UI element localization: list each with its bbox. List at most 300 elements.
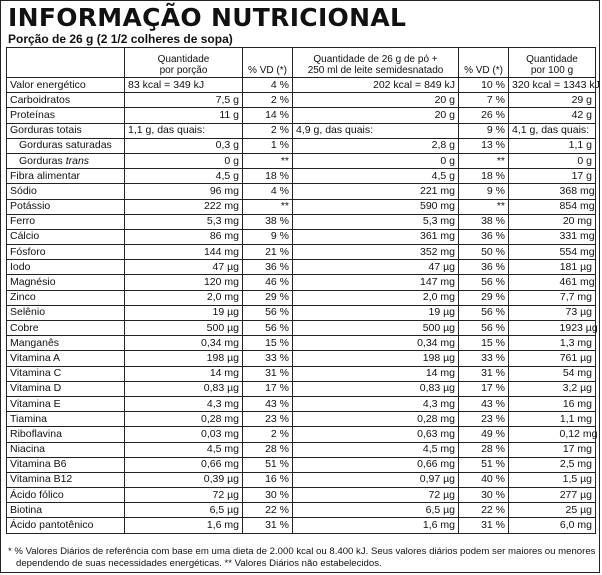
vd-milk: 50 % [459,245,509,260]
per100-value-right: 20 mg [557,214,596,229]
header-per-100g [509,48,596,78]
milk-value-right: 4,5 mg [367,442,459,457]
vd-milk: 28 % [459,442,509,457]
milk-value-right: 6,5 µg [367,503,459,518]
per100-value-right: 1,1 mg [557,412,596,427]
per100-value-right: 42 g [557,108,596,123]
table-row [7,321,596,336]
milk-value-left [293,381,367,396]
per100-value-left [509,457,557,472]
vd-portion: ** [243,153,293,168]
milk-value-left [293,214,367,229]
milk-value-right: 20 g [367,93,459,108]
portion-value-right: 47 µg [179,260,243,275]
table-row [7,442,596,457]
milk-value-left [293,275,367,290]
per100-value-right: 17 g [557,169,596,184]
vd-portion: 33 % [243,351,293,366]
portion-value-right: 6,5 µg [179,503,243,518]
milk-value-left [293,199,367,214]
table-row [7,305,596,320]
portion-value-right: 144 mg [179,245,243,260]
header-vd-1-label: % VD (*) [248,65,287,76]
portion-value-right: 222 mg [179,199,243,214]
milk-value-right: 0,28 mg [367,412,459,427]
nutrient-name: Iodo [7,260,125,275]
portion-value-right: 11 g [179,108,243,123]
vd-milk: 10 % [459,78,509,93]
portion-value-left [125,184,179,199]
footnote-line-1: * % Valores Diários de referência com base em uma dieta de 2.000 kcal ou 8.400 kJ. Seus valores diários podem ser maiores ou menores [8,546,596,557]
milk-value-left [293,321,367,336]
portion-value-left [125,93,179,108]
header-portion [125,48,243,78]
portion-value-left [125,503,179,518]
vd-milk: 9 % [459,123,509,138]
milk-value-right: 198 µg [367,351,459,366]
table-row [7,199,596,214]
vd-portion: 15 % [243,336,293,351]
portion-value-right: 72 µg [179,488,243,503]
per100-value-left [509,351,557,366]
vd-portion: 56 % [243,305,293,320]
nutrient-name: Ferro [7,214,125,229]
milk-value-left [293,503,367,518]
milk-value-right: 4,5 g [367,169,459,184]
per100-value-left [509,108,557,123]
table-row [7,260,596,275]
nutrient-name: Niacina [7,442,125,457]
vd-milk: ** [459,199,509,214]
portion-value-right: 0,03 mg [179,427,243,442]
milk-value-left [293,518,367,533]
vd-milk: 13 % [459,138,509,153]
vd-portion: 46 % [243,275,293,290]
milk-value-left [293,153,367,168]
vd-milk: 7 % [459,93,509,108]
per100-value-left [509,229,557,244]
portion-value-right: 5,3 mg [179,214,243,229]
portion-value-right: 2,0 mg [179,290,243,305]
portion-value-right: 1,6 mg [179,518,243,533]
vd-portion: 4 % [243,78,293,93]
vd-portion: 22 % [243,503,293,518]
vd-milk: 15 % [459,336,509,351]
per100-value-left [509,472,557,487]
milk-value-left [293,78,367,93]
footnote [8,546,596,570]
per100-value-right: 16 mg [557,396,596,411]
per100-value-left: 320 kcal = 1343 kJ [509,78,557,93]
per100-value-right: 7,7 mg [557,290,596,305]
nutrient-name: Valor energético [7,78,125,93]
per100-value-left [509,260,557,275]
per100-value-left [509,245,557,260]
portion-value-left [125,336,179,351]
portion-value-right: 120 mg [179,275,243,290]
per100-value-right: 461 mg [557,275,596,290]
portion-value-left [125,518,179,533]
nutrient-name: Cobre [7,321,125,336]
milk-value-left [293,488,367,503]
milk-value-left [293,366,367,381]
per100-value-left [509,427,557,442]
portion-value-left [125,290,179,305]
portion-value-left: 1,1 g, das quais: [125,123,179,138]
vd-milk: 56 % [459,275,509,290]
per100-value-right: 1923 µg [557,321,596,336]
portion-value-left: 83 kcal = 349 kJ [125,78,179,93]
portion-value-right: 198 µg [179,351,243,366]
milk-value-right: 221 mg [367,184,459,199]
header-portion-label: Quantidade por porção [157,54,210,76]
vd-portion: 31 % [243,366,293,381]
milk-value-right: 0,83 µg [367,381,459,396]
nutrient-name: Sódio [7,184,125,199]
nutrient-name: Proteínas [7,108,125,123]
portion-value-right: 0,66 mg [179,457,243,472]
table-row [7,488,596,503]
portion-value-left [125,472,179,487]
nutrient-name: Vitamina E [7,396,125,411]
vd-milk: 9 % [459,184,509,199]
milk-value-left [293,472,367,487]
table-row [7,351,596,366]
per100-value-left [509,153,557,168]
table-row [7,93,596,108]
header-milk [293,48,459,78]
per100-value-right: 1,5 µg [557,472,596,487]
milk-value-left [293,290,367,305]
table-row [7,457,596,472]
nutrient-name: Magnésio [7,275,125,290]
per100-value-right: 1,1 g [557,138,596,153]
portion-value-left [125,366,179,381]
milk-value-left [293,305,367,320]
milk-value-right: 0 g [367,153,459,168]
nutrient-name: Tiamina [7,412,125,427]
per100-value-right: 0 g [557,153,596,168]
table-row [7,336,596,351]
portion-value-right: 0,34 mg [179,336,243,351]
vd-portion: 18 % [243,169,293,184]
per100-value-left [509,138,557,153]
vd-portion: 4 % [243,184,293,199]
vd-milk: 31 % [459,366,509,381]
table-row [7,78,596,93]
table-row [7,229,596,244]
nutrient-name: Riboflavina [7,427,125,442]
per100-value-right: 761 µg [557,351,596,366]
nutrient-name: Vitamina C [7,366,125,381]
milk-value-right: 20 g [367,108,459,123]
table-row [7,214,596,229]
vd-milk: 22 % [459,503,509,518]
vd-milk: 23 % [459,412,509,427]
portion-value-left [125,199,179,214]
per100-value-right: 73 µg [557,305,596,320]
milk-value-right: 500 µg [367,321,459,336]
per100-value-left [509,396,557,411]
portion-value-right: 500 µg [179,321,243,336]
milk-value-right: 0,97 µg [367,472,459,487]
vd-milk: 36 % [459,229,509,244]
vd-milk: 18 % [459,169,509,184]
vd-milk: 38 % [459,214,509,229]
milk-value-right: 202 kcal = 849 kJ [367,78,459,93]
vd-milk: 36 % [459,260,509,275]
header-vd-1 [243,48,293,78]
table-row [7,153,596,168]
vd-portion: 2 % [243,93,293,108]
nutrient-name: Gorduras saturadas [7,138,125,153]
per100-value-left [509,488,557,503]
vd-milk: 17 % [459,381,509,396]
per100-value-left [509,366,557,381]
per100-value-left [509,442,557,457]
per100-value-left [509,518,557,533]
milk-value-right: 352 mg [367,245,459,260]
portion-value-right: 4,3 mg [179,396,243,411]
vd-milk: 33 % [459,351,509,366]
per100-value-left [509,184,557,199]
nutrient-name: Potássio [7,199,125,214]
milk-value-right [367,123,459,138]
portion-value-right: 0,83 µg [179,381,243,396]
nutrient-name: Vitamina B12 [7,472,125,487]
milk-value-left [293,442,367,457]
milk-value-left [293,396,367,411]
per100-value-right: 331 mg [557,229,596,244]
vd-portion: 2 % [243,123,293,138]
per100-value-left [509,412,557,427]
vd-milk: 29 % [459,290,509,305]
per100-value-right: 6,0 mg [557,518,596,533]
nutrient-name: Fósforo [7,245,125,260]
vd-portion: 30 % [243,488,293,503]
header-milk-label: Quantidade de 26 g de pó + 250 ml de leite semidesnatado [307,54,444,76]
portion-value-right: 4,5 mg [179,442,243,457]
vd-portion: 1 % [243,138,293,153]
portion-value-left [125,169,179,184]
table-row [7,169,596,184]
milk-value-right: 72 µg [367,488,459,503]
vd-milk: 56 % [459,321,509,336]
nutrient-name: Vitamina B6 [7,457,125,472]
table-row [7,245,596,260]
per100-value-left [509,199,557,214]
per100-value-right: 17 mg [557,442,596,457]
portion-value-left [125,427,179,442]
header-vd-2 [459,48,509,78]
header-nutrient [7,48,125,78]
vd-portion: 36 % [243,260,293,275]
portion-value-left [125,457,179,472]
per100-value-right: 368 mg [557,184,596,199]
milk-value-left [293,229,367,244]
vd-portion: 14 % [243,108,293,123]
milk-value-left [293,260,367,275]
milk-value-left [293,427,367,442]
table-row [7,366,596,381]
milk-value-right: 47 µg [367,260,459,275]
vd-portion: 23 % [243,412,293,427]
portion-value-right: 0,3 g [179,138,243,153]
milk-value-left [293,245,367,260]
portion-value-left [125,260,179,275]
nutrient-name: Ácido fólico [7,488,125,503]
portion-value-right: 19 µg [179,305,243,320]
milk-value-right: 1,6 mg [367,518,459,533]
portion-value-right: 7,5 g [179,93,243,108]
vd-portion: 51 % [243,457,293,472]
milk-value-right: 0,34 mg [367,336,459,351]
portion-value-left [125,305,179,320]
vd-milk: 49 % [459,427,509,442]
table-row [7,123,596,138]
nutrient-name: Gorduras totais [7,123,125,138]
vd-portion: 21 % [243,245,293,260]
per100-value-right: 854 mg [557,199,596,214]
vd-milk: 26 % [459,108,509,123]
table-row [7,396,596,411]
vd-milk: 43 % [459,396,509,411]
milk-value-right: 590 mg [367,199,459,214]
per100-value-left [509,275,557,290]
nutrient-name: Vitamina A [7,351,125,366]
vd-portion: 17 % [243,381,293,396]
table-row [7,138,596,153]
table-row [7,108,596,123]
portion-value-left [125,321,179,336]
portion-value-right: 0 g [179,153,243,168]
per100-value-right: 54 mg [557,366,596,381]
portion-value-left [125,412,179,427]
vd-portion: 28 % [243,442,293,457]
per100-value-left [509,381,557,396]
portion-value-right: 0,39 µg [179,472,243,487]
milk-value-right: 147 mg [367,275,459,290]
portion-value-right: 96 mg [179,184,243,199]
milk-value-left [293,457,367,472]
table-row [7,472,596,487]
portion-value-left [125,229,179,244]
per100-value-left [509,290,557,305]
milk-value-right: 361 mg [367,229,459,244]
milk-value-left: 4,9 g, das quais: [293,123,367,138]
nutrient-name: Zinco [7,290,125,305]
per100-value-left [509,169,557,184]
vd-portion: ** [243,199,293,214]
table-row [7,427,596,442]
per100-value-right: 29 g [557,93,596,108]
milk-value-left [293,412,367,427]
nutrient-name: Carboidratos [7,93,125,108]
portion-value-left [125,214,179,229]
table-row [7,518,596,533]
table-header-row [7,48,596,78]
table-row [7,503,596,518]
portion-value-left [125,488,179,503]
milk-value-left [293,93,367,108]
nutrient-name: Ácido pantotênico [7,518,125,533]
vd-portion: 43 % [243,396,293,411]
portion-value-right: 4,5 g [179,169,243,184]
table-row [7,184,596,199]
milk-value-left [293,336,367,351]
portion-value-left [125,138,179,153]
nutrient-name: Biotina [7,503,125,518]
milk-value-right: 0,66 mg [367,457,459,472]
trans-italic: trans [65,154,90,167]
table-row [7,275,596,290]
per100-value-left [509,93,557,108]
milk-value-left [293,108,367,123]
vd-milk: 31 % [459,518,509,533]
per100-value-right: 1,3 mg [557,336,596,351]
vd-portion: 2 % [243,427,293,442]
nutrient-name: Fibra alimentar [7,169,125,184]
portion-value-right: 86 mg [179,229,243,244]
milk-value-right: 2,0 mg [367,290,459,305]
footnote-line-2: dependendo de suas necessidades energéticas. ** Valores Diários não estabelecidos. [16,558,382,569]
vd-milk: 56 % [459,305,509,320]
vd-portion: 29 % [243,290,293,305]
page-title: INFORMAÇÃO NUTRICIONAL [8,3,407,32]
vd-portion: 38 % [243,214,293,229]
milk-value-right: 4,3 mg [367,396,459,411]
milk-value-right: 14 mg [367,366,459,381]
nutrition-table-body [7,78,600,534]
milk-value-right: 5,3 mg [367,214,459,229]
per100-value-right: 25 µg [557,503,596,518]
milk-value-left [293,351,367,366]
milk-value-right: 2,8 g [367,138,459,153]
milk-value-left [293,184,367,199]
portion-value-left [125,108,179,123]
vd-portion: 56 % [243,321,293,336]
portion-value-left [125,153,179,168]
per100-value-left [509,305,557,320]
milk-value-right: 19 µg [367,305,459,320]
table-row [7,290,596,305]
portion-value-left [125,396,179,411]
header-vd-2-label: % VD (*) [464,65,503,76]
per100-value-left [509,336,557,351]
portion-value-left [125,442,179,457]
milk-value-left [293,169,367,184]
portion-value-left [125,351,179,366]
vd-milk: ** [459,153,509,168]
nutrient-name: Vitamina D [7,381,125,396]
nutrient-name: Manganês [7,336,125,351]
table-row [7,381,596,396]
portion-value-left [125,381,179,396]
milk-value-left [293,138,367,153]
vd-portion: 9 % [243,229,293,244]
portion-value-left [125,245,179,260]
vd-milk: 30 % [459,488,509,503]
nutrient-name: Gorduras trans [7,153,125,168]
vd-milk: 40 % [459,472,509,487]
per100-value-left [509,214,557,229]
per100-value-left [509,321,557,336]
per100-value-right: 554 mg [557,245,596,260]
portion-value-right: 14 mg [179,366,243,381]
serving-size: Porção de 26 g (2 1/2 colheres de sopa) [8,32,233,46]
vd-milk: 51 % [459,457,509,472]
milk-value-right: 0,63 mg [367,427,459,442]
